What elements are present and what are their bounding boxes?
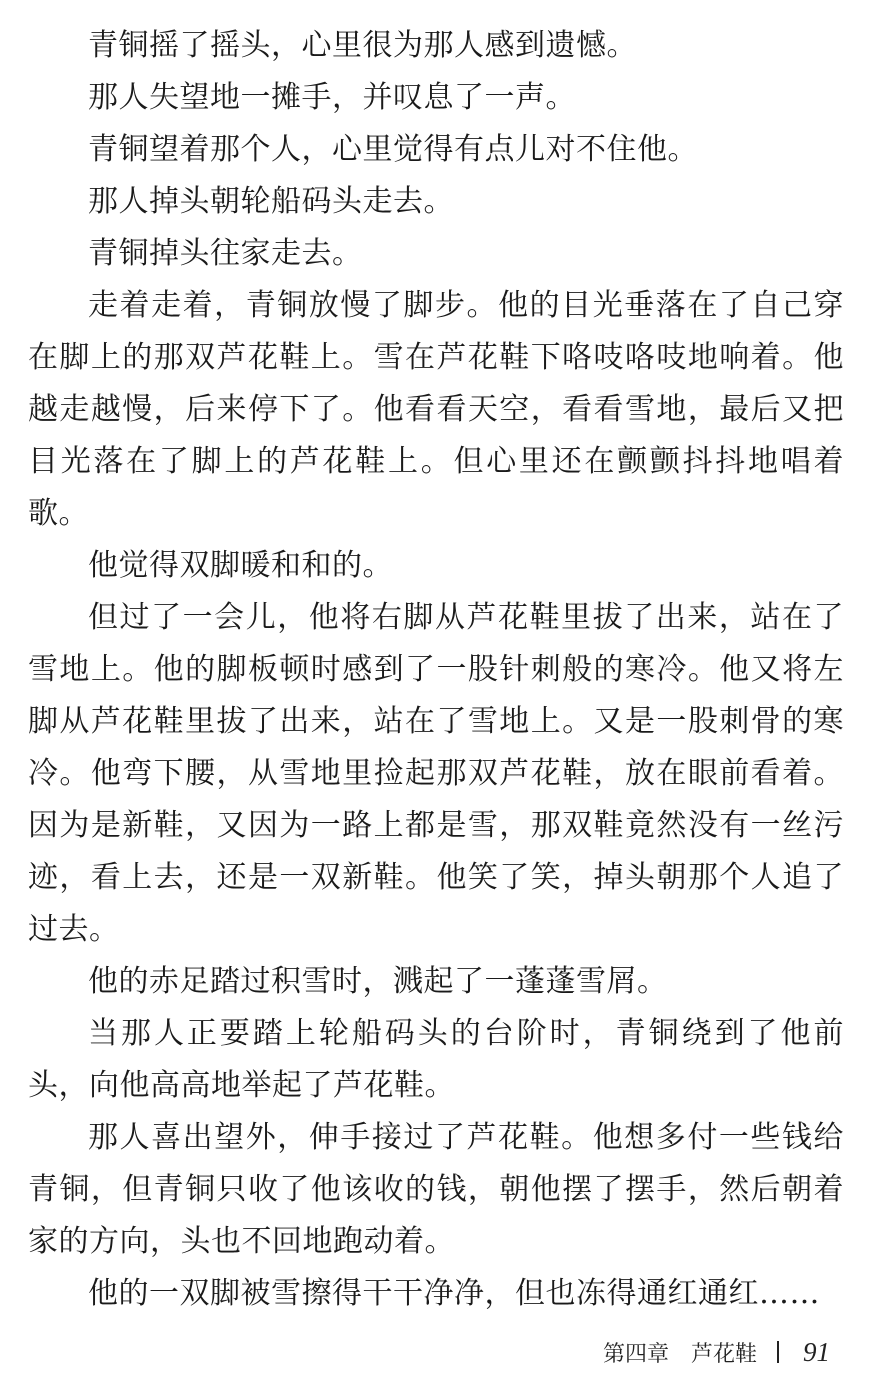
paragraph: 他的赤足踏过积雪时，溅起了一蓬蓬雪屑。 [88,964,668,999]
chapter-label: 第四章 [602,1341,669,1367]
footer-divider [777,1341,779,1363]
paragraph: 当那人正要踏上轮船码头的台阶时，青铜绕到了他前头，向他高高地举起了芦花鞋。 [28,1016,844,1103]
chapter-title: 芦花鞋 [690,1341,757,1367]
paragraph: 青铜掉头往家走去。 [88,236,363,271]
paragraph: 他觉得双脚暖和和的。 [88,548,393,583]
paragraph: 走着走着，青铜放慢了脚步。他的目光垂落在了自己穿在脚上的那双芦花鞋上。雪在芦花鞋下咯吱咯吱地响着。他越走越慢，后来停下了。他看看天空，看看雪地，最后又把目光落在了脚上的芦花鞋上。但心里还在颤颤抖抖地唱着歌。 [28,288,844,531]
paragraph: 但过了一会儿，他将右脚从芦花鞋里拔了出来，站在了雪地上。他的脚板顿时感到了一股针刺般的寒冷。他又将左脚从芦花鞋里拔了出来，站在了雪地上。又是一股刺骨的寒冷。他弯下腰，从雪地里捡起那双芦花鞋，放在眼前看着。因为是新鞋，又因为一路上都是雪，那双鞋竟然没有一丝污迹，看上去，还是一双新鞋。他笑了笑，掉头朝那个人追了过去。 [28,600,844,947]
paragraph: 青铜摇了摇头，心里很为那人感到遗憾。 [88,28,637,63]
page-footer [603,1334,830,1370]
paragraph: 那人掉头朝轮船码头走去。 [88,184,454,219]
paragraph: 那人喜出望外，伸手接过了芦花鞋。他想多付一些钱给青铜，但青铜只收了他该收的钱，朝他摆了摆手，然后朝着家的方向，头也不回地跑动着。 [28,1120,844,1259]
page-number: 91 [803,1336,830,1367]
paragraph: 那人失望地一摊手，并叹息了一声。 [88,80,576,115]
paragraph: 青铜望着那个人，心里觉得有点儿对不住他。 [88,132,698,167]
page-body [28,20,844,1320]
paragraph: 他的一双脚被雪擦得干干净净，但也冻得通红通红…… [88,1276,820,1311]
